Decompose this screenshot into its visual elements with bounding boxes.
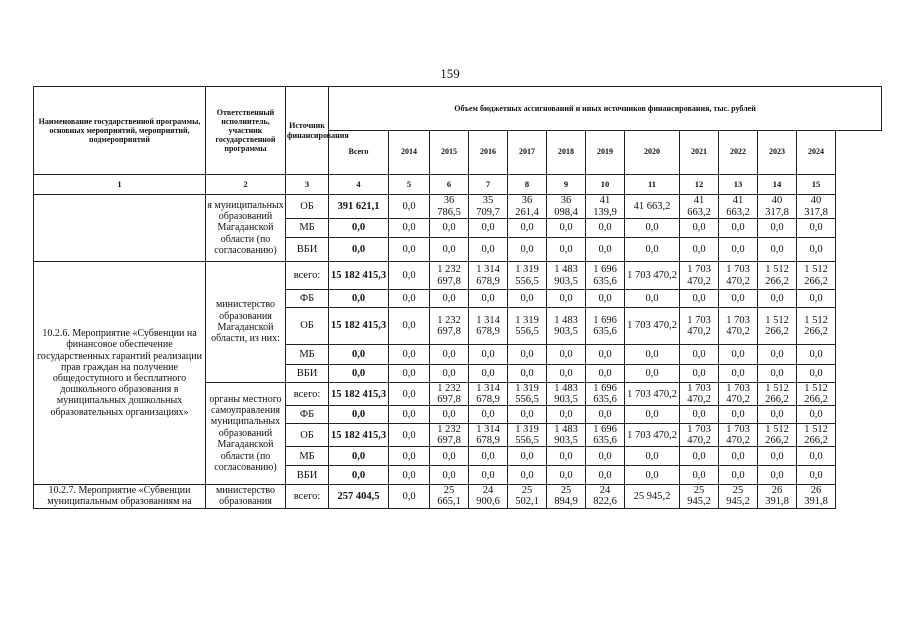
value-cell: 0,0: [625, 345, 680, 365]
budget-table: [33, 86, 882, 509]
total-cell: 0,0: [329, 447, 389, 466]
value-cell: 0,0: [625, 219, 680, 238]
value-cell: 0,0: [469, 447, 508, 466]
value-cell: 0,0: [680, 290, 719, 308]
value-cell: 0,0: [797, 447, 836, 466]
value-cell: 1 703 470,2: [680, 308, 719, 345]
source-cell: ФБ: [286, 290, 329, 308]
value-cell: 1 483 903,5: [547, 383, 586, 406]
value-cell: 1 314 678,9: [469, 383, 508, 406]
value-cell: 0,0: [508, 447, 547, 466]
value-cell: 0,0: [719, 447, 758, 466]
source-cell: ОБ: [286, 308, 329, 345]
total-cell: 257 404,5: [329, 485, 389, 509]
value-cell: 0,0: [797, 238, 836, 262]
value-cell: 40 317,8: [797, 195, 836, 219]
value-cell: 35 709,7: [469, 195, 508, 219]
value-cell: 25 945,2: [719, 485, 758, 509]
value-cell: 25 502,1: [508, 485, 547, 509]
value-cell: 1 232 697,8: [430, 262, 469, 290]
value-cell: 1 314 678,9: [469, 424, 508, 447]
value-cell: 0,0: [430, 447, 469, 466]
header-responsible: Ответственный исполнитель, участник государственной программы: [206, 87, 286, 175]
value-cell: 0,0: [625, 238, 680, 262]
value-cell: 0,0: [430, 365, 469, 383]
source-cell: всего:: [286, 383, 329, 406]
responsible-cell: министерство образования Магаданской области, из них:: [206, 262, 286, 383]
column-number: 13: [719, 175, 758, 195]
table-row: [34, 87, 882, 131]
value-cell: 0,0: [469, 290, 508, 308]
value-cell: 1 232 697,8: [430, 424, 469, 447]
value-cell: 0,0: [389, 290, 430, 308]
value-cell: 0,0: [797, 219, 836, 238]
value-cell: 0,0: [758, 406, 797, 424]
value-cell: 0,0: [680, 447, 719, 466]
header-volume: Объем бюджетных ассигнований и иных источников финансирования, тыс. рублей: [329, 87, 882, 131]
value-cell: 0,0: [586, 290, 625, 308]
value-cell: 0,0: [758, 345, 797, 365]
header-name: Наименование государственной программы, основных мероприятий, мероприятий, подмероприятий: [34, 87, 206, 175]
program-name-cell: [34, 195, 206, 262]
value-cell: 1 696 635,6: [586, 383, 625, 406]
value-cell: 41 663,2: [719, 195, 758, 219]
total-cell: 391 621,1: [329, 195, 389, 219]
value-cell: 0,0: [719, 238, 758, 262]
value-cell: 0,0: [797, 406, 836, 424]
value-cell: 0,0: [389, 485, 430, 509]
total-cell: 0,0: [329, 238, 389, 262]
value-cell: 1 512 266,2: [797, 308, 836, 345]
value-cell: 0,0: [389, 466, 430, 485]
value-cell: 1 319 556,5: [508, 383, 547, 406]
value-cell: 0,0: [625, 290, 680, 308]
source-cell: ВБИ: [286, 238, 329, 262]
table-row: [34, 195, 882, 219]
value-cell: 0,0: [389, 238, 430, 262]
value-cell: 36 098,4: [547, 195, 586, 219]
value-cell: 0,0: [625, 406, 680, 424]
value-cell: 0,0: [508, 238, 547, 262]
value-cell: 0,0: [586, 345, 625, 365]
value-cell: 0,0: [758, 466, 797, 485]
value-cell: 0,0: [680, 219, 719, 238]
value-cell: 0,0: [547, 290, 586, 308]
value-cell: 1 703 470,2: [680, 383, 719, 406]
value-cell: 0,0: [547, 219, 586, 238]
total-cell: 15 182 415,3: [329, 383, 389, 406]
value-cell: 1 703 470,2: [680, 424, 719, 447]
value-cell: 0,0: [430, 466, 469, 485]
value-cell: 0,0: [469, 345, 508, 365]
value-cell: 0,0: [389, 219, 430, 238]
value-cell: 1 319 556,5: [508, 308, 547, 345]
value-cell: 0,0: [508, 345, 547, 365]
value-cell: 1 703 470,2: [680, 262, 719, 290]
value-cell: 0,0: [680, 238, 719, 262]
value-cell: 0,0: [680, 365, 719, 383]
value-cell: 1 512 266,2: [797, 424, 836, 447]
value-cell: 1 696 635,6: [586, 308, 625, 345]
value-cell: 0,0: [680, 406, 719, 424]
total-cell: 15 182 415,3: [329, 308, 389, 345]
header-year: 2014: [389, 131, 430, 175]
value-cell: 1 512 266,2: [797, 383, 836, 406]
value-cell: 41 663,2: [680, 195, 719, 219]
responsible-cell: я муниципальных образований Магаданской области (по согласованию): [206, 195, 286, 262]
value-cell: 1 703 470,2: [625, 262, 680, 290]
value-cell: 0,0: [389, 447, 430, 466]
value-cell: 1 483 903,5: [547, 308, 586, 345]
value-cell: 41 139,9: [586, 195, 625, 219]
total-cell: 15 182 415,3: [329, 262, 389, 290]
column-number: 14: [758, 175, 797, 195]
value-cell: 0,0: [430, 345, 469, 365]
total-cell: 15 182 415,3: [329, 424, 389, 447]
value-cell: 0,0: [680, 466, 719, 485]
column-number: 2: [206, 175, 286, 195]
header-year: 2019: [586, 131, 625, 175]
value-cell: 1 232 697,8: [430, 383, 469, 406]
value-cell: 0,0: [758, 365, 797, 383]
value-cell: 0,0: [586, 406, 625, 424]
header-year: 2015: [430, 131, 469, 175]
column-number: 8: [508, 175, 547, 195]
value-cell: 0,0: [719, 345, 758, 365]
value-cell: 1 512 266,2: [758, 424, 797, 447]
header-year: 2016: [469, 131, 508, 175]
value-cell: 0,0: [508, 406, 547, 424]
header-total: Всего: [329, 131, 389, 175]
value-cell: 1 696 635,6: [586, 424, 625, 447]
value-cell: 1 512 266,2: [758, 383, 797, 406]
source-cell: ОБ: [286, 195, 329, 219]
value-cell: 41 663,2: [625, 195, 680, 219]
source-cell: ФБ: [286, 406, 329, 424]
value-cell: 36 261,4: [508, 195, 547, 219]
source-cell: ОБ: [286, 424, 329, 447]
value-cell: 0,0: [586, 466, 625, 485]
value-cell: 1 703 470,2: [625, 308, 680, 345]
value-cell: 0,0: [508, 365, 547, 383]
total-cell: 0,0: [329, 466, 389, 485]
value-cell: 0,0: [389, 345, 430, 365]
column-number: 4: [329, 175, 389, 195]
column-number: 7: [469, 175, 508, 195]
value-cell: 1 703 470,2: [625, 424, 680, 447]
column-number: 15: [797, 175, 836, 195]
total-cell: 0,0: [329, 365, 389, 383]
value-cell: 1 696 635,6: [586, 262, 625, 290]
value-cell: 0,0: [625, 447, 680, 466]
total-cell: 0,0: [329, 406, 389, 424]
value-cell: 25 945,2: [680, 485, 719, 509]
header-year: 2020: [625, 131, 680, 175]
value-cell: 0,0: [430, 219, 469, 238]
value-cell: 0,0: [389, 195, 430, 219]
value-cell: 0,0: [547, 466, 586, 485]
source-cell: ВБИ: [286, 466, 329, 485]
value-cell: 0,0: [389, 262, 430, 290]
value-cell: 0,0: [469, 219, 508, 238]
total-cell: 0,0: [329, 290, 389, 308]
value-cell: 36 786,5: [430, 195, 469, 219]
header-year: 2021: [680, 131, 719, 175]
value-cell: 0,0: [758, 447, 797, 466]
value-cell: 0,0: [430, 290, 469, 308]
value-cell: 0,0: [625, 365, 680, 383]
column-number: 11: [625, 175, 680, 195]
value-cell: 0,0: [389, 383, 430, 406]
value-cell: 0,0: [547, 345, 586, 365]
value-cell: 1 232 697,8: [430, 308, 469, 345]
value-cell: 0,0: [758, 238, 797, 262]
value-cell: 0,0: [586, 447, 625, 466]
value-cell: 1 703 470,2: [625, 383, 680, 406]
value-cell: 40 317,8: [758, 195, 797, 219]
responsible-cell: министерство образования: [206, 485, 286, 509]
source-cell: МБ: [286, 447, 329, 466]
value-cell: 0,0: [389, 308, 430, 345]
value-cell: 26 391,8: [758, 485, 797, 509]
value-cell: 1 703 470,2: [719, 308, 758, 345]
value-cell: 0,0: [547, 406, 586, 424]
value-cell: 24 822,6: [586, 485, 625, 509]
value-cell: 0,0: [719, 365, 758, 383]
value-cell: 0,0: [719, 290, 758, 308]
column-number: 5: [389, 175, 430, 195]
value-cell: 1 512 266,2: [758, 262, 797, 290]
value-cell: 1 703 470,2: [719, 424, 758, 447]
value-cell: 0,0: [508, 466, 547, 485]
value-cell: 1 512 266,2: [758, 308, 797, 345]
value-cell: 0,0: [508, 290, 547, 308]
value-cell: 0,0: [389, 406, 430, 424]
table-row: [34, 485, 882, 509]
source-cell: ВБИ: [286, 365, 329, 383]
column-number: 10: [586, 175, 625, 195]
value-cell: 0,0: [508, 219, 547, 238]
value-cell: 0,0: [680, 345, 719, 365]
page-number: 159: [440, 66, 460, 81]
column-number: 12: [680, 175, 719, 195]
value-cell: 0,0: [469, 466, 508, 485]
header-year: 2023: [758, 131, 797, 175]
value-cell: 0,0: [586, 238, 625, 262]
table-row: [34, 175, 882, 195]
value-cell: 1 483 903,5: [547, 424, 586, 447]
value-cell: 0,0: [719, 219, 758, 238]
value-cell: 0,0: [719, 466, 758, 485]
column-number: 6: [430, 175, 469, 195]
column-number: 1: [34, 175, 206, 195]
value-cell: 1 319 556,5: [508, 262, 547, 290]
responsible-cell: органы местного самоуправления муниципальных образований Магаданской области (по согласованию): [206, 383, 286, 485]
value-cell: 0,0: [586, 365, 625, 383]
value-cell: 0,0: [389, 424, 430, 447]
source-cell: МБ: [286, 345, 329, 365]
program-name-cell: 10.2.6. Мероприятие «Субвенции на финансовое обеспечение государственных гарантий реализации прав граждан на получение общедоступного и бесплатного дошкольного образования в муниципальных дошкольных образовательных организациях»: [34, 262, 206, 485]
value-cell: 0,0: [469, 238, 508, 262]
program-name-cell: 10.2.7. Мероприятие «Субвенции муниципальным образованиям на: [34, 485, 206, 509]
value-cell: 1 314 678,9: [469, 262, 508, 290]
table-row: [34, 262, 882, 290]
value-cell: 1 483 903,5: [547, 262, 586, 290]
value-cell: 0,0: [469, 406, 508, 424]
column-number: 9: [547, 175, 586, 195]
value-cell: 0,0: [430, 406, 469, 424]
source-cell: МБ: [286, 219, 329, 238]
header-year: 2022: [719, 131, 758, 175]
value-cell: 0,0: [797, 345, 836, 365]
source-cell: всего:: [286, 485, 329, 509]
value-cell: 0,0: [797, 365, 836, 383]
value-cell: 0,0: [797, 466, 836, 485]
value-cell: 1 703 470,2: [719, 383, 758, 406]
value-cell: 0,0: [797, 290, 836, 308]
total-cell: 0,0: [329, 345, 389, 365]
value-cell: 0,0: [469, 365, 508, 383]
source-cell: всего:: [286, 262, 329, 290]
header-year: 2017: [508, 131, 547, 175]
value-cell: 25 665,1: [430, 485, 469, 509]
value-cell: 0,0: [758, 219, 797, 238]
header-year: 2024: [797, 131, 836, 175]
value-cell: 25 945,2: [625, 485, 680, 509]
value-cell: 1 314 678,9: [469, 308, 508, 345]
value-cell: 1 319 556,5: [508, 424, 547, 447]
value-cell: 24 900,6: [469, 485, 508, 509]
value-cell: 1 703 470,2: [719, 262, 758, 290]
value-cell: 0,0: [719, 406, 758, 424]
column-number: 3: [286, 175, 329, 195]
value-cell: 1 512 266,2: [797, 262, 836, 290]
value-cell: 0,0: [430, 238, 469, 262]
total-cell: 0,0: [329, 219, 389, 238]
header-source: Источник финансирования: [286, 87, 329, 175]
value-cell: 0,0: [389, 365, 430, 383]
value-cell: 0,0: [547, 365, 586, 383]
value-cell: 25 894,9: [547, 485, 586, 509]
value-cell: 26 391,8: [797, 485, 836, 509]
header-year: 2018: [547, 131, 586, 175]
value-cell: 0,0: [586, 219, 625, 238]
value-cell: 0,0: [625, 466, 680, 485]
value-cell: 0,0: [547, 447, 586, 466]
value-cell: 0,0: [547, 238, 586, 262]
value-cell: 0,0: [758, 290, 797, 308]
